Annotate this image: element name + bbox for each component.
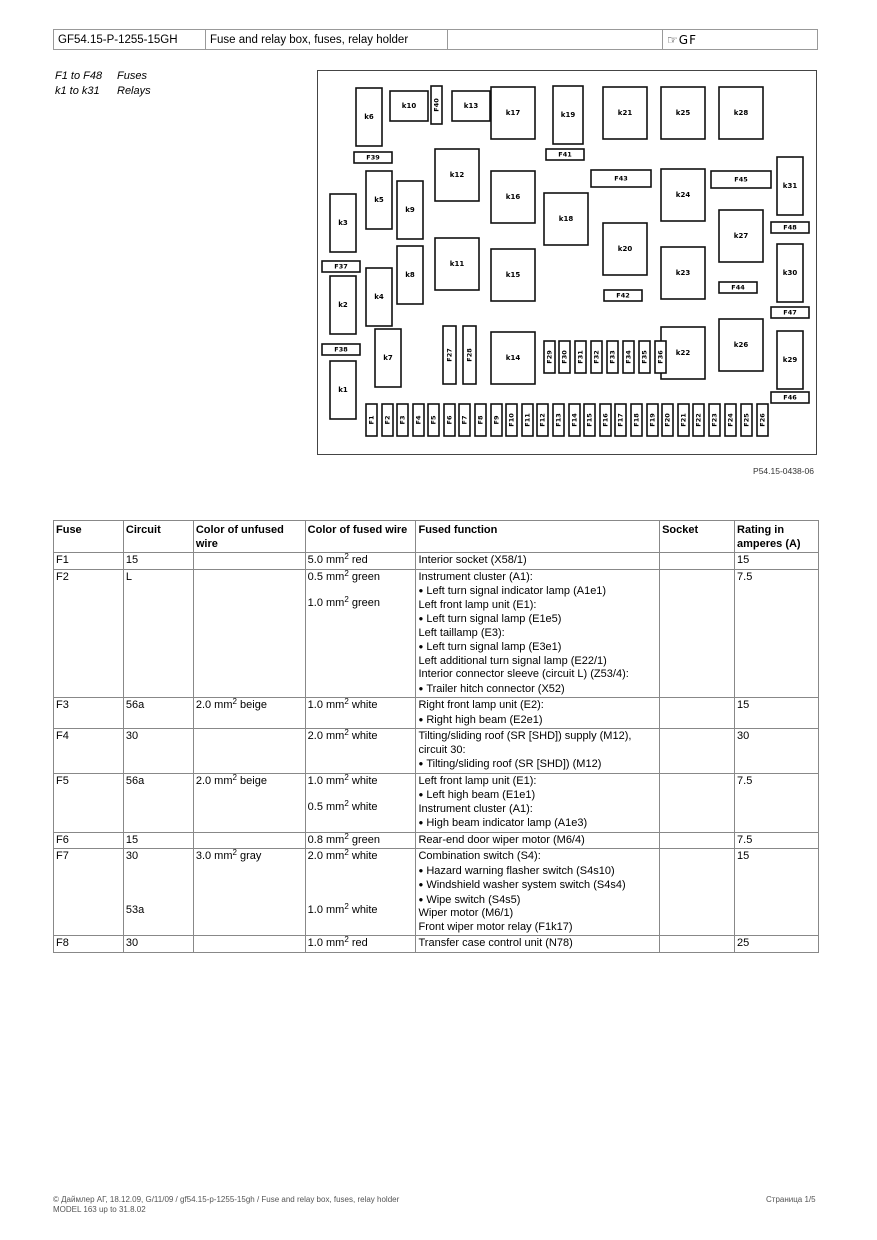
relay-label: k13 (463, 102, 479, 110)
fuse-label: F3 (398, 415, 407, 425)
gf-badge-label: GF (678, 32, 697, 47)
fuse-label: F33 (608, 350, 617, 364)
cell-socket (660, 849, 735, 936)
fuse-box-svg (318, 71, 816, 454)
fuse-label: F17 (616, 413, 625, 427)
gf-badge (663, 30, 818, 50)
fuse-label: F7 (460, 415, 469, 425)
cell-circuit: L (123, 569, 193, 698)
relay-label: k28 (733, 109, 749, 117)
diagram-caption: P54.15-0438-06 (753, 466, 814, 476)
col-fused: Color of fused wire (305, 521, 416, 553)
relay-label: k30 (782, 269, 798, 277)
relay-label: k7 (383, 354, 393, 362)
fuse-label: F27 (445, 348, 454, 362)
function-bullet: ● Wipe switch (S4s5) (418, 893, 657, 908)
cell-fuse: F8 (54, 936, 124, 953)
cell-socket (660, 832, 735, 849)
col-rating: Rating in amperes (A) (735, 521, 819, 553)
relay-label: k21 (617, 109, 633, 117)
cell-unfused (193, 729, 305, 774)
relay-label: k23 (675, 269, 691, 277)
cell-unfused (193, 832, 305, 849)
wire-size: 0.5 mm (307, 570, 345, 583)
document-title: Fuse and relay box, fuses, relay holder (206, 30, 448, 50)
relay-label: k5 (374, 196, 384, 204)
cell-socket (660, 936, 735, 953)
col-circuit: Circuit (123, 521, 193, 553)
wire-color: red (351, 937, 368, 949)
relay-label: k4 (374, 293, 384, 301)
document-header (53, 29, 818, 50)
fuse-label: F42 (616, 291, 630, 300)
cell-unfused: 2.0 $mm^2$ beige (193, 698, 305, 729)
relay-label: k10 (401, 102, 417, 110)
relay-label: k22 (675, 349, 691, 357)
fuse-label: F2 (383, 415, 392, 425)
relay-label: k20 (617, 245, 633, 253)
relay-label: k19 (560, 111, 576, 119)
cell-function: Interior socket (X58/1) (416, 553, 660, 570)
wire-color: white (351, 699, 378, 711)
fuse-label: F37 (334, 262, 348, 271)
cell-fused: 2.0 $mm^2$ white (305, 729, 416, 774)
legend-item-relays (55, 84, 151, 99)
cell-unfused: 3.0 $mm^2$ gray (193, 849, 305, 936)
fuse-label: F34 (624, 350, 633, 364)
cell-rating: 30 (735, 729, 819, 774)
relay-label: k14 (505, 354, 521, 362)
function-bullet: ● Left turn signal indicator lamp (A1e1) (418, 584, 657, 599)
fuse-label: F43 (614, 174, 628, 183)
wire-color: red (351, 554, 368, 566)
relay-label: k2 (338, 301, 348, 309)
fuse-label: F40 (432, 98, 441, 112)
wire-size: 3.0 mm (195, 850, 233, 862)
circuit-value: 53a (125, 903, 145, 916)
cell-fuse: F5 (54, 773, 124, 832)
function-bullet: ● Windshield washer system switch (S4s4) (418, 878, 657, 893)
function-line: Right front lamp unit (E2): (418, 699, 544, 711)
cell-fused: 1.0 $mm^2$ white 0.5 $mm^2$ white (305, 773, 416, 832)
cell-rating: 15 (735, 849, 819, 936)
cell-socket (660, 729, 735, 774)
fuse-label: F46 (783, 393, 797, 402)
function-line: Left front lamp unit (E1): (418, 774, 537, 787)
fuse-label: F23 (710, 413, 719, 427)
cell-socket (660, 569, 735, 698)
wire-color: white (351, 774, 378, 787)
fuse-label: F14 (570, 413, 579, 427)
cell-circuit (123, 849, 193, 936)
cell-function (416, 729, 660, 774)
fuse-label: F8 (476, 415, 485, 425)
table-row (54, 773, 819, 832)
function-line: Left additional turn signal lamp (E22/1) (418, 654, 607, 667)
legend-label: Fuses (117, 70, 147, 82)
function-bullet: ● Left turn signal lamp (E3e1) (418, 640, 657, 655)
legend-item-fuses (55, 69, 151, 84)
relay-label: k3 (338, 219, 348, 227)
cell-unfused (193, 569, 305, 698)
wire-size: 0.8 mm (307, 833, 345, 846)
cell-function (416, 698, 660, 729)
relay-label: k11 (449, 260, 465, 268)
fuse-label: F38 (334, 345, 348, 354)
footer-copyright: © Даймлер АГ, 18.12.09, G/11/09 / gf54.15-p-1255-15gh / Fuse and relay box, fuses, relay holder (53, 1195, 400, 1204)
function-bullet: ● Right high beam (E2e1) (418, 713, 657, 728)
table-row (54, 569, 819, 698)
relay-label: k31 (782, 182, 798, 190)
fuse-label: F24 (726, 413, 735, 427)
wire-color: white (351, 730, 378, 742)
cell-fuse: F4 (54, 729, 124, 774)
table-row (54, 936, 819, 953)
fuse-label: F10 (507, 413, 516, 427)
legend-range: F1 to F48 (55, 70, 103, 82)
document-id: GF54.15-P-1255-15GH (54, 30, 206, 50)
fuse-box-diagram (317, 70, 817, 455)
wire-size: 2.0 mm (195, 699, 233, 711)
function-bullet: ● Trailer hitch connector (X52) (418, 682, 657, 697)
relay-label: k17 (505, 109, 521, 117)
cell-unfused (193, 936, 305, 953)
footer (53, 1195, 399, 1215)
header-blank-cell (448, 30, 663, 50)
wire-size: 1.0 mm (307, 699, 345, 711)
function-bullet: ● Left turn signal lamp (E1e5) (418, 612, 657, 627)
fuse-label: F26 (758, 413, 767, 427)
table-row (54, 698, 819, 729)
fuse-label: F35 (640, 350, 649, 364)
fuse-label: F22 (694, 413, 703, 427)
wire-size: 1.0 mm (307, 937, 345, 949)
wire-size: 2.0 mm (307, 850, 345, 862)
function-bullet: ● Left high beam (E1e1) (418, 788, 657, 803)
fuse-label: F1 (367, 415, 376, 425)
function-bullet: ● High beam indicator lamp (A1e3) (418, 816, 657, 831)
cell-unfused: 2.0 $mm^2$ beige (193, 773, 305, 832)
cell-function (416, 849, 660, 936)
fuse-label: F11 (523, 413, 532, 427)
cell-socket (660, 698, 735, 729)
cell-fuse: F1 (54, 553, 124, 570)
wire-color: white (351, 850, 378, 862)
wire-size: 5.0 mm (307, 554, 345, 566)
relay-label: k26 (733, 341, 749, 349)
cell-circuit: 56a (123, 698, 193, 729)
cell-rating: 7.5 (735, 569, 819, 698)
legend (55, 69, 151, 99)
fuse-label: F15 (585, 413, 594, 427)
cell-fused: 2.0 $mm^2$ white 1.0 $mm^2$ white (305, 849, 416, 936)
table-row (54, 849, 819, 936)
fuse-label: F9 (492, 415, 501, 425)
fuse-table (53, 520, 819, 953)
function-line: Interior connector sleeve (circuit L) (Z53/4): (418, 668, 629, 680)
cell-fused: 0.5 $mm^2$ green 1.0 $mm^2$ green (305, 569, 416, 698)
cell-circuit: 56a (123, 773, 193, 832)
fuse-label: F21 (679, 413, 688, 427)
cell-fused: 1.0 $mm^2$ white (305, 698, 416, 729)
relay-label: k16 (505, 193, 521, 201)
fuse-label: F39 (366, 153, 380, 162)
wire-size: 1.0 mm (307, 597, 345, 609)
cell-circuit: 30 (123, 936, 193, 953)
wire-color: white (351, 801, 378, 813)
col-function: Fused function (416, 521, 660, 553)
fuse-label: F13 (554, 413, 563, 427)
wire-color: beige (240, 774, 267, 787)
table-row (54, 729, 819, 774)
cell-circuit: 30 (123, 729, 193, 774)
relay-label: k18 (558, 215, 574, 223)
wire-size: 0.5 mm (307, 801, 345, 813)
relay-label: k6 (364, 113, 374, 121)
relay-label: k27 (733, 232, 749, 240)
cell-rating: 25 (735, 936, 819, 953)
wire-size: 2.0 mm (307, 730, 345, 742)
cell-function (416, 569, 660, 698)
cell-circuit: 15 (123, 832, 193, 849)
fuse-label: F19 (648, 413, 657, 427)
cell-rating: 15 (735, 553, 819, 570)
footer-model: MODEL 163 up to 31.8.02 (53, 1205, 146, 1214)
function-line: Tilting/sliding roof (SR [SHD]) supply (M12), (418, 730, 632, 742)
wire-color: white (351, 903, 378, 916)
fuse-label: F29 (545, 350, 554, 364)
fuse-label: F32 (592, 350, 601, 364)
relay-label: k8 (405, 271, 415, 279)
function-bullet: ● Hazard warning flasher switch (S4s10) (418, 864, 657, 879)
fuse-label: F41 (558, 150, 572, 159)
circuit-value: 30 (125, 850, 139, 862)
fuse-label: F28 (465, 348, 474, 362)
fuse-label: F30 (560, 350, 569, 364)
legend-range: k1 to k31 (55, 85, 100, 97)
relay-label: k25 (675, 109, 691, 117)
fuse-label: F44 (731, 283, 745, 292)
relay-label: k15 (505, 271, 521, 279)
fuse-label: F36 (656, 350, 665, 364)
table-header-row (54, 521, 819, 553)
pointing-hand-icon: ☞ (667, 32, 679, 47)
page-number: Страница 1/5 (766, 1195, 816, 1204)
fuse-label: F16 (601, 413, 610, 427)
cell-unfused (193, 553, 305, 570)
fuse-label: F20 (663, 413, 672, 427)
fuse-label: F25 (742, 413, 751, 427)
fuse-label: F5 (429, 415, 438, 425)
wire-size: 2.0 mm (195, 774, 233, 787)
function-line: Instrument cluster (A1): (418, 802, 533, 815)
cell-rating: 7.5 (735, 773, 819, 832)
function-line: Instrument cluster (A1): (418, 570, 533, 583)
wire-color: green (351, 597, 381, 609)
fuse-label: F12 (538, 413, 547, 427)
fuse-label: F6 (445, 415, 454, 425)
wire-size: 1.0 mm (307, 774, 345, 787)
wire-color: beige (240, 699, 267, 711)
fuse-label: F47 (783, 308, 797, 317)
cell-socket (660, 773, 735, 832)
cell-fused: 5.0 $mm^2$ red (305, 553, 416, 570)
function-line: Left front lamp unit (E1): (418, 598, 537, 611)
cell-circuit: 15 (123, 553, 193, 570)
function-line: Left taillamp (E3): (418, 626, 505, 639)
col-fuse: Fuse (54, 521, 124, 553)
cell-function: Transfer case control unit (N78) (416, 936, 660, 953)
relay-label: k24 (675, 191, 691, 199)
fuse-label: F48 (783, 223, 797, 232)
cell-fused: 1.0 $mm^2$ red (305, 936, 416, 953)
wire-color: green (351, 833, 381, 846)
cell-fuse: F7 (54, 849, 124, 936)
col-unfused: Color of unfused wire (193, 521, 305, 553)
relay-label: k29 (782, 356, 798, 364)
cell-fuse: F3 (54, 698, 124, 729)
relay-label: k9 (405, 206, 415, 214)
function-line: Combination switch (S4): (418, 850, 541, 862)
relay-label: k12 (449, 171, 465, 179)
table-row (54, 553, 819, 570)
wire-size: 1.0 mm (307, 903, 345, 916)
fuse-label: F31 (576, 350, 585, 364)
function-bullet: ● Tilting/sliding roof (SR [SHD]) (M12) (418, 757, 657, 772)
relay-label: k1 (338, 386, 348, 394)
cell-fused: 0.8 $mm^2$ green (305, 832, 416, 849)
fuse-label: F4 (414, 415, 423, 425)
function-line: circuit 30: (418, 743, 466, 756)
cell-function: Rear-end door wiper motor (M6/4) (416, 832, 660, 849)
wire-color: green (351, 570, 381, 583)
cell-fuse: F6 (54, 832, 124, 849)
legend-label: Relays (117, 85, 151, 97)
function-line: Wiper motor (M6/1) (418, 907, 514, 919)
table-row (54, 832, 819, 849)
cell-rating: 7.5 (735, 832, 819, 849)
function-line: Front wiper motor relay (F1k17) (418, 920, 573, 933)
cell-socket (660, 553, 735, 570)
wire-color: gray (240, 850, 262, 862)
cell-function (416, 773, 660, 832)
fuse-label: F18 (632, 413, 641, 427)
fuse-label: F45 (734, 175, 748, 184)
cell-rating: 15 (735, 698, 819, 729)
col-socket: Socket (660, 521, 735, 553)
cell-fuse: F2 (54, 569, 124, 698)
